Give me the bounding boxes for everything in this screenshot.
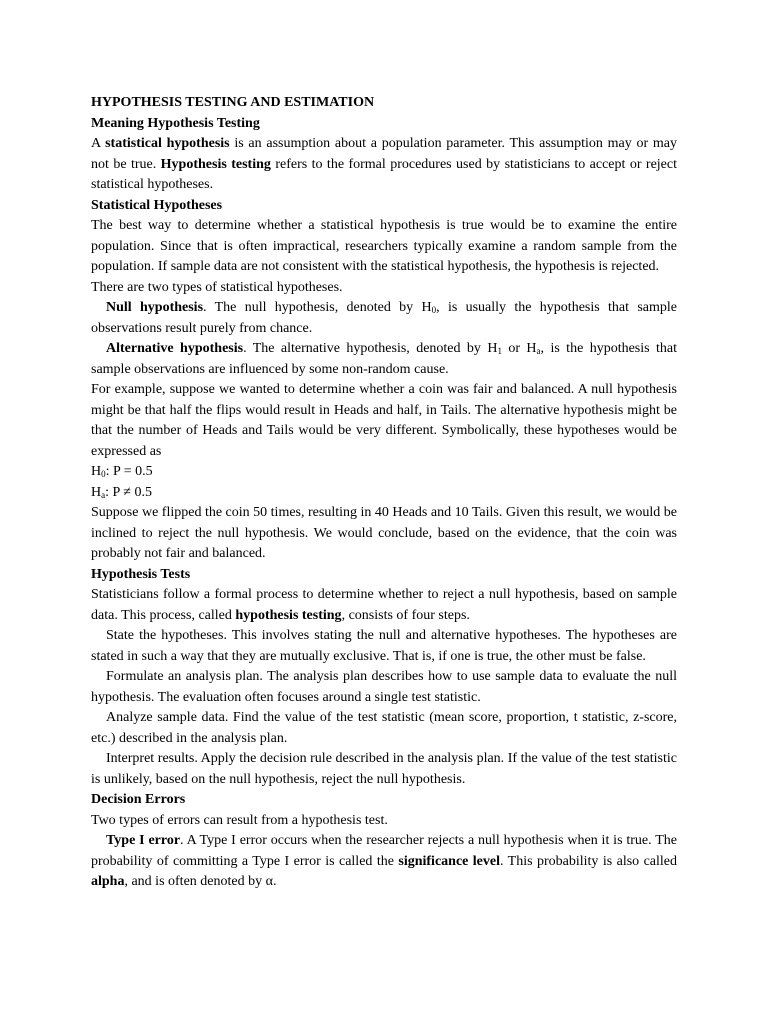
term-hypothesis-testing: hypothesis testing — [235, 607, 342, 623]
subscript: 0 — [431, 305, 437, 315]
paragraph-two-errors: Two types of errors can result from a hypothesis test. — [91, 812, 388, 828]
text-run: refers to the formal procedures used by statisticians to accept or reject statistical hypotheses. — [91, 156, 677, 192]
step-analyze-data: Analyze sample data. Find the value of the test statistic (mean score, proportion, t statistic, z-score, etc.) described in the analysis plan. — [91, 710, 677, 746]
step-state-hypotheses: State the hypotheses. This involves stating the null and alternative hypotheses. The hypotheses are stated in such a way that they are mutually exclusive. That is, if one is true, the other must be false. — [91, 628, 677, 664]
document-title: HYPOTHESIS TESTING AND ESTIMATION — [91, 95, 375, 110]
paragraph-two-types: There are two types of statistical hypotheses. — [91, 279, 343, 295]
term-null-hypothesis: Null hypothesis — [106, 300, 204, 315]
subscript: 0 — [101, 469, 106, 479]
paragraph-meaning — [91, 134, 677, 196]
term-alternative-hypothesis: Alternative hypothesis — [106, 341, 244, 356]
paragraph-formal-process — [91, 585, 677, 626]
formula-alternative — [91, 483, 677, 504]
paragraph-best-way: The best way to determine whether a statistical hypothesis is true would be to examine the entire population. Since that is often impractical, researchers typically examine a random sample from the population. If sample data are not consistent with the statistical hypothesis, the hypothesis is rejected. — [91, 218, 677, 274]
paragraph-null-hypothesis — [91, 298, 677, 339]
term-type-one-error: Type I error — [106, 833, 181, 848]
subscript: a — [101, 489, 106, 500]
text-run: A — [91, 136, 106, 151]
heading-statistical-hypotheses: Statistical Hypotheses — [91, 197, 223, 213]
text-run: , is usually the hypothesis that sample observations result purely from chance. — [91, 300, 677, 336]
heading-decision-errors: Decision Errors — [91, 792, 186, 807]
text-run: : P ≠ 0.5 — [105, 484, 152, 500]
paragraph-coin-example: For example, suppose we wanted to determine whether a coin was fair and balanced. A null hypothesis might be that half the flips would result in Heads and half, in Tails. The alternative hypothesis might be that the number of Heads and Tails would be very different. Symbolically, these hypotheses would be expressed as — [91, 382, 677, 459]
subscript: 1 — [497, 346, 502, 356]
term-statistical-hypothesis: statistical hypothesis — [105, 136, 230, 151]
paragraph-alternative-hypothesis — [91, 339, 677, 380]
text-run: , consists of four steps. — [341, 607, 470, 623]
text-run: . A Type I error occurs when the researcher rejects a null hypothesis when it is true. The probability of committing a Type I error is called the — [91, 833, 677, 869]
step-formulate-plan: Formulate an analysis plan. The analysis plan describes how to use sample data to evaluate the null hypothesis. The evaluation often focuses around a single test statistic. — [91, 669, 677, 705]
term-significance-level: significance level — [398, 853, 500, 869]
subscript: a — [536, 346, 541, 356]
paragraph-type-one-error — [91, 831, 677, 893]
document-page — [91, 93, 677, 893]
text-run: , and is often denoted by α. — [124, 874, 277, 889]
heading-meaning: Meaning Hypothesis Testing — [91, 115, 260, 131]
text-run: is an assumption about a population parameter. This assumption may or may not be true. — [91, 136, 677, 172]
text-run: . The alternative hypothesis, denoted by H — [243, 341, 498, 356]
term-hypothesis-testing: Hypothesis testing — [160, 156, 271, 172]
paragraph-coin-conclusion: Suppose we flipped the coin 50 times, resulting in 40 Heads and 10 Tails. Given this result, we would be inclined to reject the null hypothesis. We would conclude, based on the evidence, that the coin was probably not fair and balanced. — [91, 505, 677, 561]
text-run: : P = 0.5 — [105, 464, 153, 479]
text-run: . This probability is also called — [500, 853, 678, 869]
formula-null — [91, 462, 677, 483]
text-run: H — [91, 464, 102, 479]
text-run: H — [91, 484, 102, 500]
text-run: , is the hypothesis that sample observations are influenced by some non-random cause. — [91, 341, 677, 377]
step-interpret-results: Interpret results. Apply the decision rule described in the analysis plan. If the value of the test statistic is unlikely, based on the null hypothesis, reject the null hypothesis. — [91, 751, 677, 787]
heading-hypothesis-tests: Hypothesis Tests — [91, 566, 191, 582]
text-run: . The null hypothesis, denoted by H — [203, 300, 432, 315]
text-run: Statisticians follow a formal process to determine whether to reject a null hypothesis, based on sample data. This process, called — [91, 587, 677, 623]
text-run: or H — [501, 341, 537, 356]
term-alpha: alpha — [91, 874, 125, 889]
